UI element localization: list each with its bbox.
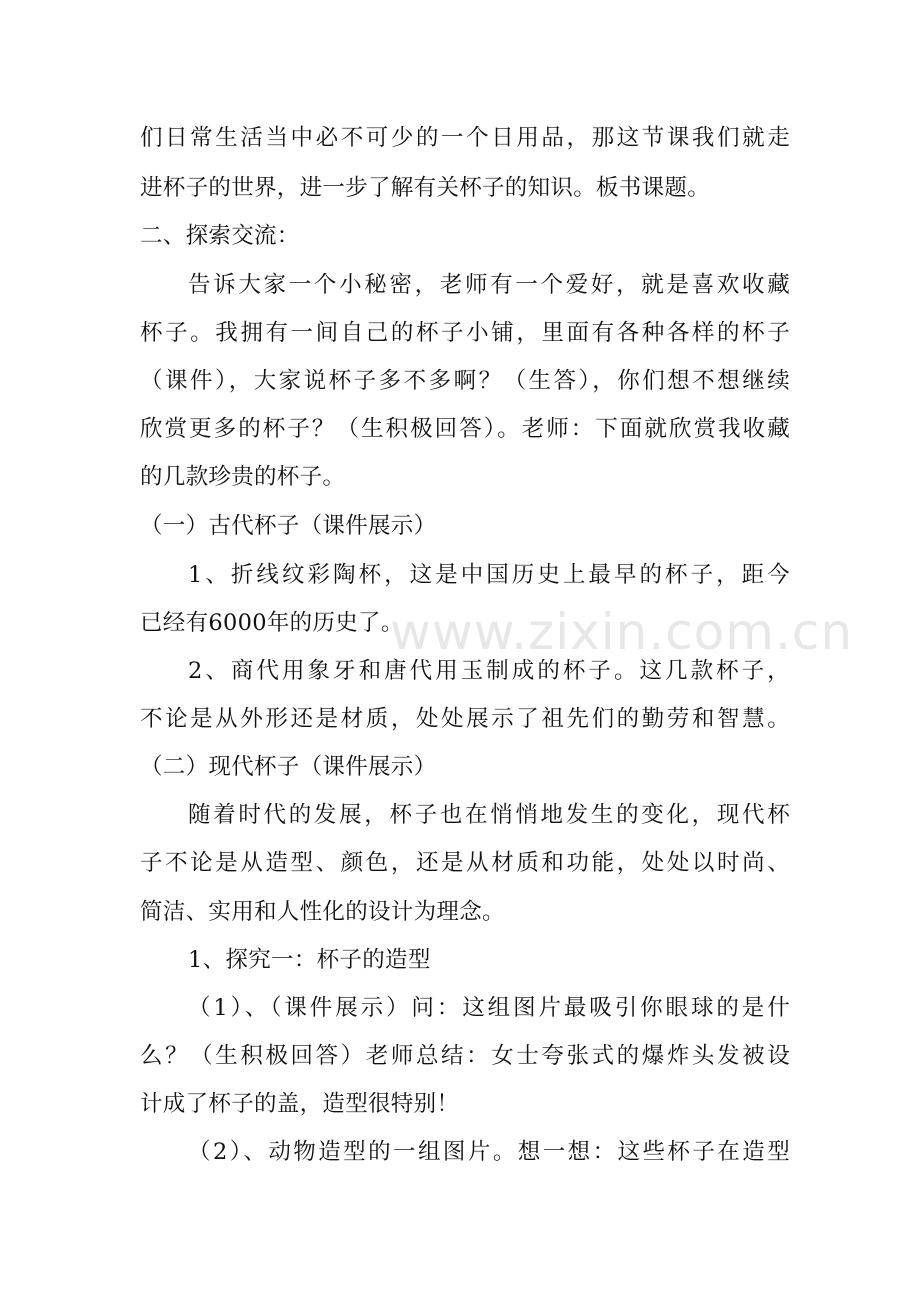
paragraph-first-line: （2）、动物造型的一组图片。想一想：这些杯子在造型 — [188, 1139, 790, 1165]
paragraph-first-line: 1、折线纹彩陶杯，这是中国历史上最早的杯子，距今 — [188, 562, 790, 588]
watermark: www.zixin.com.cn — [390, 603, 854, 661]
subsection-heading: （二）现代杯子（课件展示） — [140, 754, 437, 780]
text-line: 么？（生积极回答）老师总结：女士夸张式的爆炸头发被设 — [140, 1043, 790, 1069]
text-line: 不论是从外形还是材质，处处展示了祖先们的勤劳和智慧。 — [140, 706, 790, 732]
section-heading: 二、探索交流： — [140, 223, 300, 249]
paragraph-first-line: 1、探究一：杯子的造型 — [188, 947, 431, 973]
paragraph-first-line: 2、商代用象牙和唐代用玉制成的杯子。这几款杯子， — [188, 658, 790, 684]
text-line: 简洁、实用和人性化的设计为理念。 — [140, 899, 505, 925]
paragraph-first-line: 随着时代的发展，杯子也在悄悄地发生的变化，现代杯 — [188, 802, 790, 828]
text-line: 们日常生活当中必不可少的一个日用品，那这节课我们就走 — [140, 125, 790, 151]
text-line: 子不论是从造型、颜色，还是从材质和功能，处处以时尚、 — [140, 850, 790, 876]
text-line: 的几款珍贵的杯子。 — [140, 464, 346, 490]
text-line: （课件），大家说杯子多不多啊？（生答），你们想不想继续 — [140, 368, 790, 394]
text-line: 已经有6000年的历史了。 — [140, 610, 404, 636]
paragraph-first-line: （1）、（课件展示）问：这组图片最吸引你眼球的是什 — [188, 995, 790, 1021]
text-line: 欣赏更多的杯子？（生积极回答）。老师：下面就欣赏我收藏 — [140, 416, 790, 442]
paragraph-first-line: 告诉大家一个小秘密，老师有一个爱好，就是喜欢收藏 — [188, 272, 790, 298]
text-line: 进杯子的世界，进一步了解有关杯子的知识。板书课题。 — [140, 175, 711, 201]
subsection-heading: （一）古代杯子（课件展示） — [140, 513, 437, 539]
text-line: 杯子。我拥有一间自己的杯子小铺，里面有各种各样的杯子 — [140, 320, 790, 346]
text-line: 计成了杯子的盖，造型很特别！ — [140, 1091, 460, 1117]
